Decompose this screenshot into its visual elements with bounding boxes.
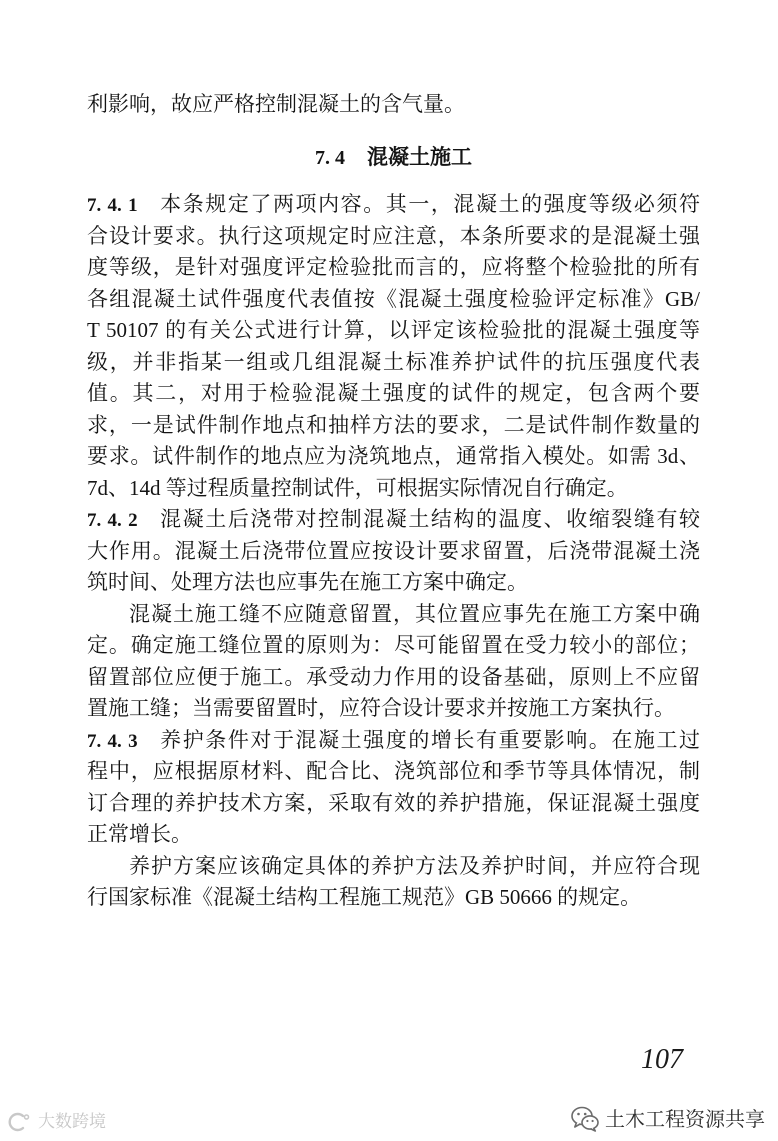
text-line xyxy=(87,189,700,221)
text-line: 各组混凝土试件强度代表值按《混凝土强度检验评定标准》GB/ xyxy=(87,286,700,311)
text-line: 订合理的养护技术方案，采取有效的养护措施，保证混凝土强度 xyxy=(87,790,700,815)
clause-number: 7. 4. 1 xyxy=(87,195,138,216)
text-line: 留置部位应便于施工。承受动力作用的设备基础，原则上不应留 xyxy=(87,664,700,689)
brand-logo-icon xyxy=(6,1111,32,1133)
wechat-icon xyxy=(571,1106,599,1132)
line-text: 本条规定了两项内容。其一，混凝土的强度等级必须符 xyxy=(158,192,701,216)
text-line: 养护方案应该确定具体的养护方法及养护时间，并应符合现 xyxy=(129,853,700,878)
text-line xyxy=(87,504,700,536)
text-line xyxy=(87,725,700,757)
watermark-right-label: 土木工程资源共享 xyxy=(605,1107,765,1131)
text-line: 要求。试件制作的地点应为浇筑地点，通常指入模处。如需 3d、 xyxy=(87,444,700,468)
text-line: 度等级，是针对强度评定检验批而言的，应将整个检验批的所有 xyxy=(87,255,700,279)
line-text: 混凝土后浇带对控制混凝土结构的温度、收缩裂缝有较 xyxy=(158,507,701,531)
text-line: 置施工缝；当需要留置时，应符合设计要求并按施工方案执行。 xyxy=(87,696,675,720)
section-heading xyxy=(87,142,700,174)
text-line: T 50107 的有关公式进行计算，以评定该检验批的混凝土强度等 xyxy=(87,318,700,342)
clause-7-4-3 xyxy=(87,725,700,914)
text-line: 程中，应根据原材料、配合比、浇筑部位和季节等具体情况，制 xyxy=(87,759,700,783)
section-title: 混凝土施工 xyxy=(367,145,472,169)
clause-7-4-2 xyxy=(87,504,700,725)
text-line: 值。其二，对用于检验混凝土强度的试件的规定，包含两个要 xyxy=(87,381,700,405)
text-line: 合设计要求。执行这项规定时应注意，本条所要求的是混凝土强 xyxy=(87,223,700,248)
watermark-left-label: 大数跨境 xyxy=(38,1112,106,1132)
text-line: 大作用。混凝土后浇带位置应按设计要求留置，后浇带混凝土浇 xyxy=(87,538,700,563)
section-number: 7. 4 xyxy=(315,147,345,169)
text-line: 混凝土施工缝不应随意留置，其位置应事先在施工方案中确 xyxy=(129,601,700,626)
text-line: 正常增长。 xyxy=(87,822,192,846)
text-line: 7d、14d 等过程质量控制试件，可根据实际情况自行确定。 xyxy=(87,475,628,500)
line-text: 养护条件对于混凝土强度的增长有重要影响。在施工过 xyxy=(158,727,701,752)
text-line: 定。确定施工缝位置的原则为：尽可能留置在受力较小的部位； xyxy=(87,633,700,657)
text-line: 求，一是试件制作地点和抽样方法的要求，二是试件制作数量的 xyxy=(87,412,700,437)
clause-number: 7. 4. 3 xyxy=(87,730,138,752)
clause-7-4-1 xyxy=(87,189,700,504)
text-line: 筑时间、处理方法也应事先在施工方案中确定。 xyxy=(87,570,528,594)
clause-number: 7. 4. 2 xyxy=(87,510,138,531)
body-text xyxy=(87,189,700,914)
text-line: 级，并非指某一组或几组混凝土标准养护试件的抗压强度代表 xyxy=(87,349,700,374)
page-number: 107 xyxy=(641,1044,683,1075)
text-line: 行国家标准《混凝土结构工程施工规范》GB 50666 的规定。 xyxy=(87,885,642,909)
continuation-line: 利影响，故应严格控制混凝土的含气量。 xyxy=(87,92,465,116)
watermark-left xyxy=(6,1110,106,1134)
watermark-right xyxy=(571,1105,765,1133)
